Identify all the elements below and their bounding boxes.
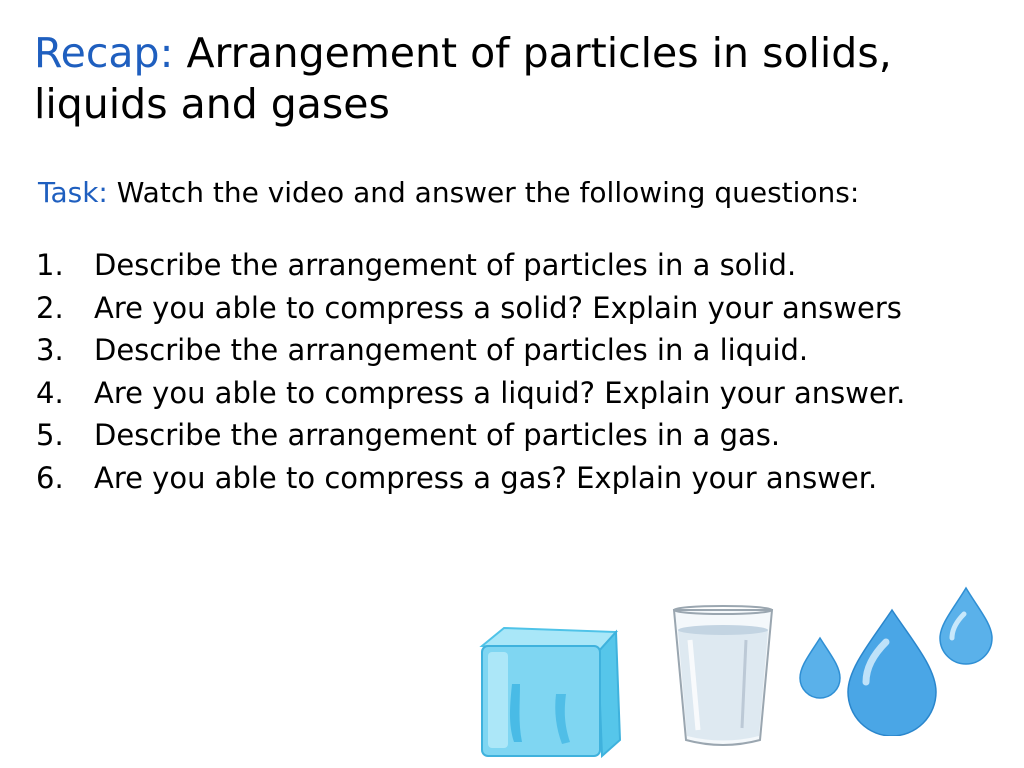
question-list (36, 244, 996, 499)
title-text: Arrangement of particles in solids, liquids and gases (34, 29, 892, 128)
question-number: 2. (36, 290, 64, 325)
slide-title (34, 28, 994, 130)
ice-cube-icon (474, 624, 624, 760)
task-line (38, 174, 998, 212)
task-text: Watch the video and answer the following questions: (116, 176, 860, 209)
question-item (36, 329, 996, 372)
question-text: Describe the arrangement of particles in a gas. (94, 418, 781, 452)
title-label: Recap: (34, 29, 174, 77)
question-item (36, 287, 996, 330)
question-item (36, 372, 996, 415)
question-text: Are you able to compress a gas? Explain your answer. (94, 460, 878, 495)
question-text: Are you able to compress a solid? Explain your answers (94, 290, 902, 325)
question-text: Are you able to compress a liquid? Explain your answer. (94, 375, 906, 410)
question-text: Describe the arrangement of particles in a liquid. (94, 333, 809, 367)
question-number: 5. (36, 418, 64, 452)
task-label: Task: (38, 176, 108, 209)
question-number: 6. (36, 460, 64, 495)
question-item (36, 457, 996, 500)
question-number: 4. (36, 375, 64, 410)
question-number: 3. (36, 333, 64, 367)
question-text: Describe the arrangement of particles in a solid. (94, 248, 797, 282)
water-droplets-icon (796, 586, 996, 736)
water-glass-icon (668, 600, 778, 750)
question-number: 1. (36, 248, 64, 282)
question-item (36, 414, 996, 457)
question-item (36, 244, 996, 287)
